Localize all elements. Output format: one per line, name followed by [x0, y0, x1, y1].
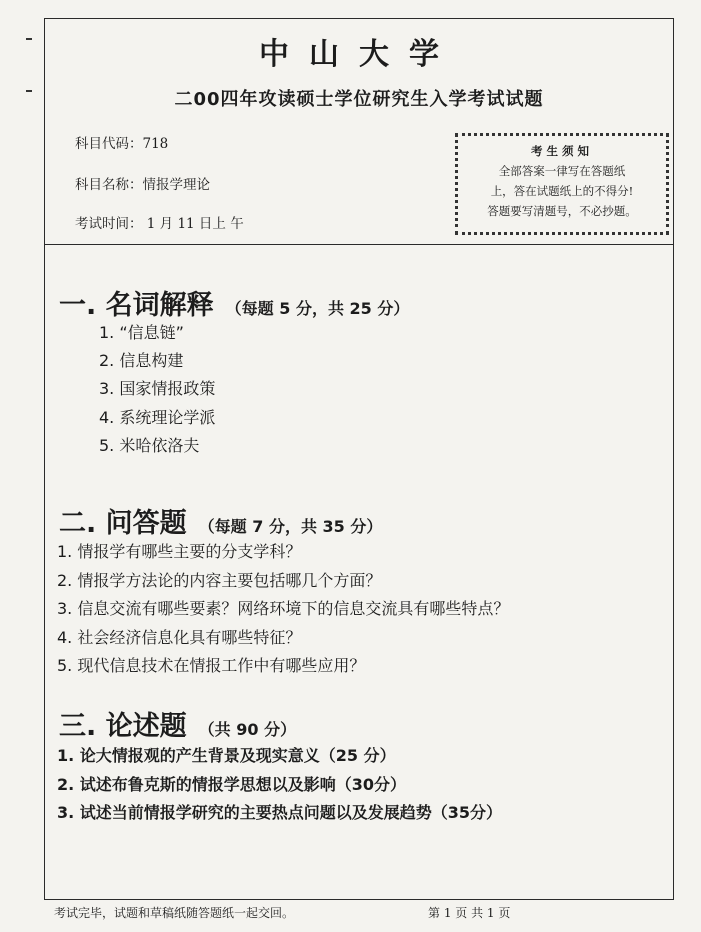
- section-3-list: [57, 743, 502, 829]
- subject-name: 科目名称：情报学理论: [75, 177, 210, 193]
- list-item: 3. 信息交流有哪些要素？网络环境下的信息交流具有哪些特点？: [57, 599, 510, 618]
- list-item: 5. 米哈依洛夫: [99, 435, 200, 455]
- list-item: 5. 现代信息技术在情报工作中有哪些应用？: [57, 656, 366, 675]
- list-item: 2. 信息构建: [99, 351, 184, 371]
- school-name: 中山大学: [259, 37, 459, 72]
- exam-header: [45, 19, 673, 245]
- exam-title: 二00四年攻读硕士学位研究生入学考试试题: [174, 89, 544, 110]
- section-2-score: （每题 7 分，共 35 分）: [198, 517, 383, 536]
- list-item: 2. 试述布鲁克斯的情报学思想以及影响（30分）: [57, 774, 407, 794]
- section-3-score: （共 90 分）: [198, 720, 297, 739]
- margin-mark: [26, 38, 32, 40]
- footer-instruction: 考试完毕，试题和草稿纸随答题纸一起交回。: [54, 906, 295, 920]
- section-2-title: 二. 问答题: [59, 508, 187, 539]
- list-item: 3. 试述当前情报学研究的主要热点问题以及发展趋势（35分）: [57, 803, 503, 822]
- page-number: 第 1 页 共 1 页: [428, 906, 511, 920]
- candidate-notice-box: [455, 133, 669, 235]
- notice-line: 全部答案一律写在答题纸: [498, 164, 626, 178]
- list-item: 1. 论大情报观的产生背景及现实意义（25 分）: [57, 746, 396, 765]
- notice-line: 答题要写清题号，不必抄题。: [487, 204, 637, 218]
- section-1-list: [99, 320, 215, 461]
- list-item: 1. 情报学有哪些主要的分支学科？: [57, 542, 302, 561]
- list-item: 1. “信息链”: [99, 323, 184, 342]
- notice-line: 上，答在试题纸上的不得分!: [490, 184, 634, 198]
- section-1-heading: [59, 283, 409, 322]
- exam-paper-frame: [44, 18, 674, 900]
- section-3-heading: [59, 704, 296, 743]
- section-1-score: （每题 5 分，共 25 分）: [225, 299, 410, 318]
- section-2-heading: [59, 501, 382, 540]
- list-item: 3. 国家情报政策: [99, 379, 216, 399]
- exam-time: 考试时间： 1 月 11 日上 午: [75, 216, 244, 232]
- list-item: 4. 社会经济信息化具有哪些特征？: [57, 627, 302, 647]
- notice-title: 考生须知: [531, 144, 593, 158]
- list-item: 2. 情报学方法论的内容主要包括哪几个方面？: [57, 570, 382, 590]
- subject-code: 科目代码：718: [75, 136, 169, 152]
- margin-mark: [26, 90, 32, 92]
- list-item: 4. 系统理论学派: [99, 407, 216, 427]
- section-3-title: 三. 论述题: [59, 711, 187, 742]
- section-1-title: 一. 名词解释: [59, 290, 214, 321]
- section-2-list: [57, 539, 509, 682]
